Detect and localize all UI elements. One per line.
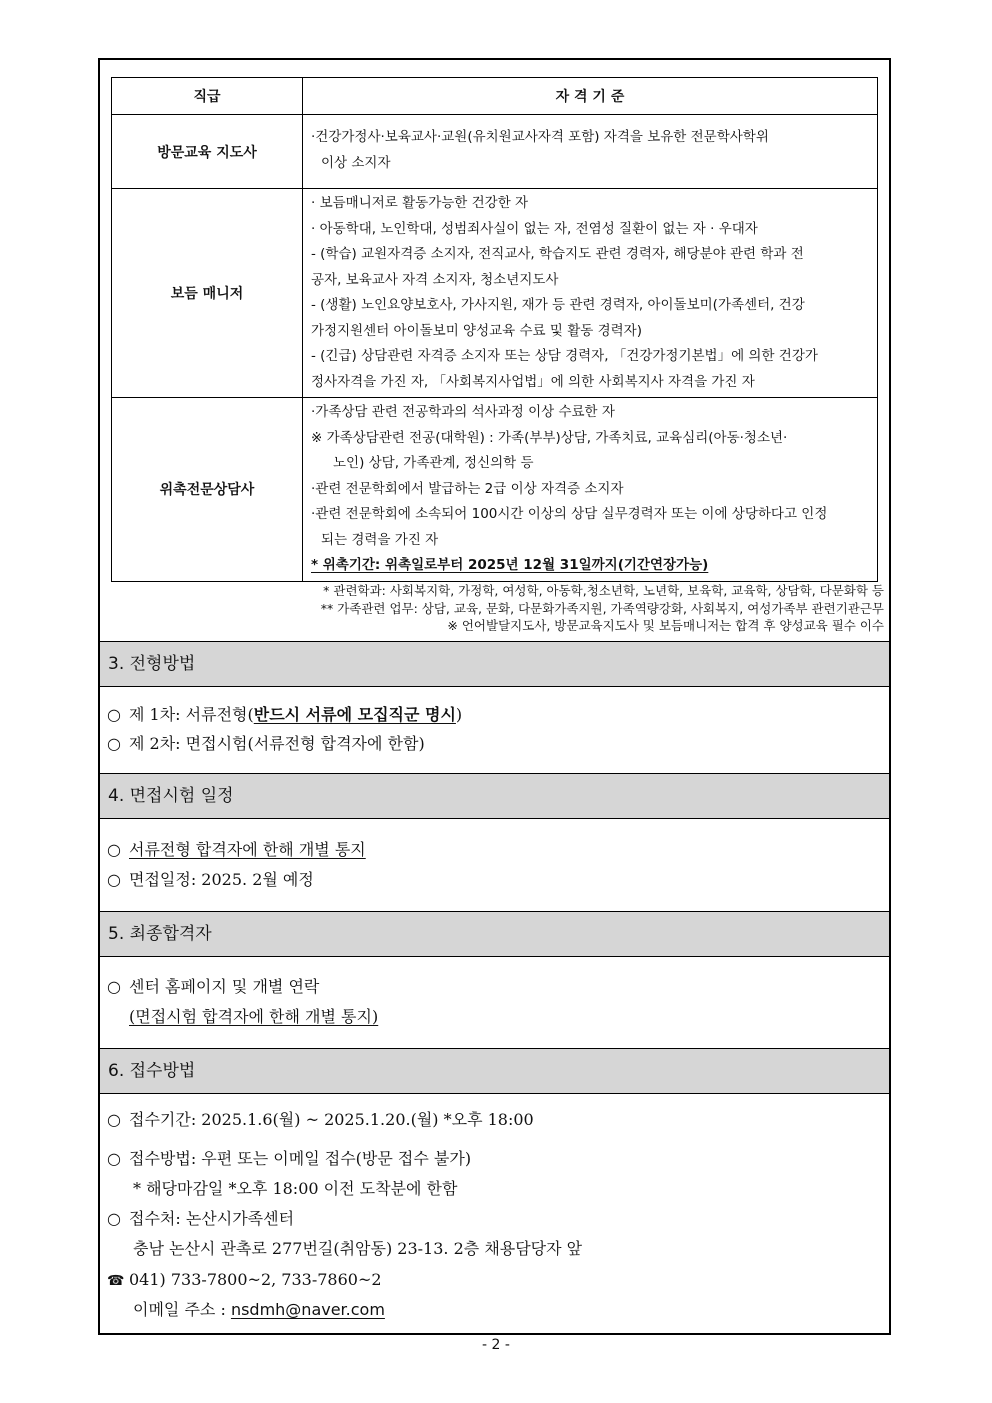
row-title: 방문교육 지도사: [112, 115, 303, 189]
row-criteria: · 보듬매니저로 활동가능한 건강한 자 · 아동학대, 노인학대, 성범죄사실이 없는 자, 전염성 질환이 없는 자 · 우대자 - (학습) 교원자격증 소지자, 전직교사, 학습지도 관련 경력자, 해당분야 관련 학과 전 공자, 보육교사 자격 소지자, 청소년지도사 - (생활) 노인요양보호사, 가사지원, 재가 등 관련 경력자, 아이돌보미(가족센터, 건강 가정지원센터 아이돌보미 양성교육 수료 및 활동 경력자) - (긴급) 상담관련 자격증 소지자 또는 상담 경력자, 「건강가정기본법」에 의한 건강가 정사자격을 가진 자, 「사회복지사업법」에 의한 사회복지사 자격을 가진 자: [303, 189, 878, 398]
table-header-row: [112, 78, 878, 115]
note-family-work: ** 가족관련 업무: 상담, 교육, 문화, 다문화가족지원, 가족역량강화, 사회복지, 여성가족부 관련기관근무: [320, 600, 884, 616]
row-title: 보듬 매니저: [112, 189, 303, 398]
section-5-header: 5. 최종합격자: [100, 911, 889, 957]
section-4-header: 4. 면접시험 일정: [100, 773, 889, 819]
table-notes: [321, 582, 884, 635]
section-3-item-2: ○ 제 2차: 면접시험(서류전형 합격자에 한함): [107, 734, 425, 753]
section-6-place: ○ 접수처: 논산시가족센터: [107, 1209, 295, 1228]
note-related-majors: * 관련학과: 사회복지학, 가정학, 여성학, 아동학,청소년학, 노년학, 보육학, 교육학, 상담학, 다문화학 등: [323, 583, 884, 598]
section-4-item-1: ○ 서류전형 합격자에 한해 개별 통지: [107, 840, 366, 859]
table-row: [112, 115, 878, 189]
bullet-circle-icon: ○: [107, 734, 121, 753]
qualification-table: [111, 77, 878, 582]
section-6-method-note: * 해당마감일 *오후 18:00 이전 도착분에 한함: [133, 1179, 458, 1198]
bullet-circle-icon: ○: [107, 1209, 121, 1228]
table-row: [112, 189, 878, 398]
note-training: ※ 언어발달지도사, 방문교육지도사 및 보듬매니저는 합격 후 양성교육 필수 이수: [447, 618, 884, 633]
table-row: [112, 398, 878, 582]
required-note: 반드시 서류에 모집직군 명시: [253, 705, 456, 724]
row-criteria: ·건강가정사·보육교사·교원(유치원교사자격 포함) 자격을 보유한 전문학사학위 이상 소지자: [303, 115, 878, 189]
email-link[interactable]: nsdmh@naver.com: [230, 1300, 385, 1319]
header-criteria: 자 격 기 준: [303, 78, 878, 115]
header-position: 직급: [112, 78, 303, 115]
section-6-header: 6. 접수방법: [100, 1048, 889, 1094]
section-6-phone: ☎ 041) 733-7800~2, 733-7860~2: [107, 1269, 382, 1292]
bullet-circle-icon: ○: [107, 870, 121, 889]
section-6-period: ○ 접수기간: 2025.1.6(월) ~ 2025.1.20.(월) *오후 18:00: [107, 1110, 534, 1129]
section-6-email: 이메일 주소 : nsdmh@naver.com: [133, 1300, 385, 1319]
bullet-circle-icon: ○: [107, 705, 121, 724]
section-3-item-1: ○ 제 1차: 서류전형(반드시 서류에 모집직군 명시): [107, 705, 463, 724]
section-5-item-1: ○ 센터 홈페이지 및 개별 연락: [107, 977, 320, 996]
page-number: - 2 -: [482, 1337, 510, 1353]
section-6-address: 충남 논산시 관촉로 277번길(취암동) 23-13. 2층 채용담당자 앞: [133, 1239, 583, 1258]
section-5-item-1-sub: (면접시험 합격자에 한해 개별 통지): [129, 1007, 379, 1026]
section-4-item-2: ○ 면접일정: 2025. 2월 예정: [107, 870, 314, 889]
bullet-circle-icon: ○: [107, 1110, 121, 1129]
bullet-circle-icon: ○: [107, 840, 121, 859]
phone-icon: ☎: [107, 1273, 125, 1289]
bullet-circle-icon: ○: [107, 977, 121, 996]
section-6-method: ○ 접수방법: 우편 또는 이메일 접수(방문 접수 불가): [107, 1149, 472, 1168]
row-criteria: ·가족상담 관련 전공학과의 석사과정 이상 수료한 자 ※ 가족상담관련 전공(대학원) : 가족(부부)상담, 가족치료, 교육심리(아동·청소년· 노인) 상담, 가족관계, 정신의학 등 ·관련 전문학회에서 발급하는 2급 이상 자격증 소지자 ·관련 전문학회에 소속되어 100시간 이상의 상담 실무경력자 또는 이에 상당하다고 인정 되는 경력을 가진 자 * 위촉기간: 위촉일로부터 2025년 12월 31일까지(기간연장가능): [303, 398, 878, 582]
bullet-circle-icon: ○: [107, 1149, 121, 1168]
row-title: 위촉전문상담사: [112, 398, 303, 582]
section-3-header: 3. 전형방법: [100, 641, 889, 687]
